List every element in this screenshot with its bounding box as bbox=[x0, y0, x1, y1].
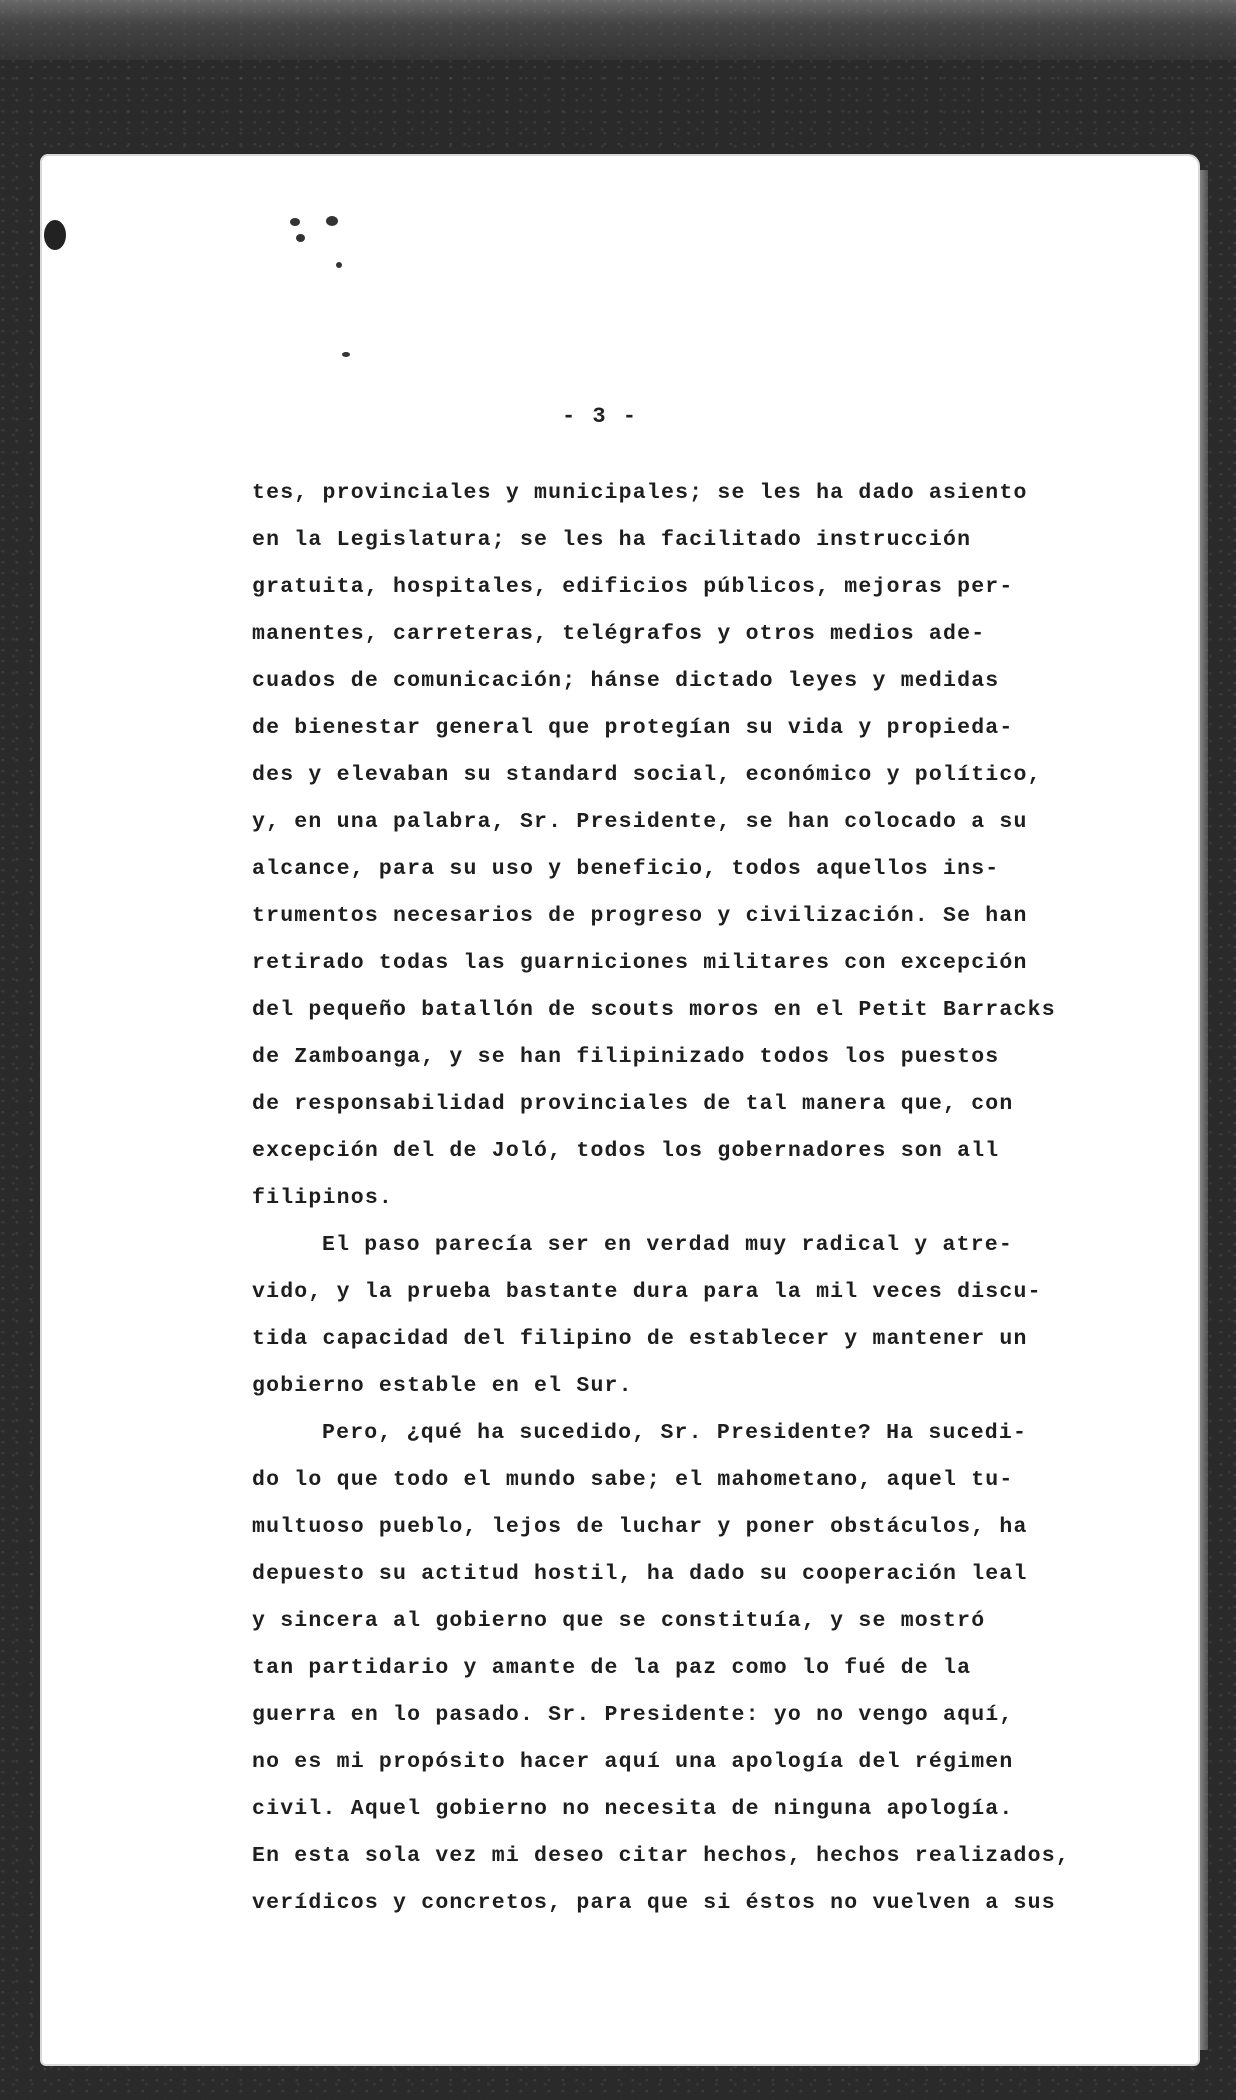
ink-speck bbox=[342, 352, 350, 357]
text-line: y, en una palabra, Sr. Presidente, se han colocado a su bbox=[252, 810, 1028, 834]
ink-speck bbox=[326, 216, 338, 226]
ink-speck bbox=[290, 218, 300, 226]
text-line: Pero, ¿qué ha sucedido, Sr. Presidente? Ha sucedi- bbox=[322, 1421, 1028, 1445]
text-line: do lo que todo el mundo sabe; el mahometano, aquel tu- bbox=[252, 1468, 1014, 1492]
text-line: cuados de comunicación; hánse dictado leyes y medidas bbox=[252, 669, 1000, 693]
text-line: excepción del de Joló, todos los gobernadores son all bbox=[252, 1139, 1000, 1163]
ink-speck bbox=[336, 262, 342, 268]
text-line: guerra en lo pasado. Sr. Presidente: yo no vengo aquí, bbox=[252, 1703, 1014, 1727]
punch-hole bbox=[44, 220, 66, 250]
text-line: retirado todas las guarniciones militares con excepción bbox=[252, 951, 1028, 975]
text-line: en la Legislatura; se les ha facilitado instrucción bbox=[252, 528, 972, 552]
text-line: de bienestar general que protegían su vida y propieda- bbox=[252, 716, 1014, 740]
text-line: vido, y la prueba bastante dura para la mil veces discu- bbox=[252, 1280, 1042, 1304]
scan-top-edge bbox=[0, 0, 1236, 60]
text-line: des y elevaban su standard social, económico y político, bbox=[252, 763, 1042, 787]
text-line: filipinos. bbox=[252, 1186, 394, 1210]
text-line: tida capacidad del filipino de establecer y mantener un bbox=[252, 1327, 1028, 1351]
text-line: trumentos necesarios de progreso y civilización. Se han bbox=[252, 904, 1028, 928]
text-line: tes, provinciales y municipales; se les ha dado asiento bbox=[252, 481, 1028, 505]
text-line: El paso parecía ser en verdad muy radical y atre- bbox=[322, 1233, 1014, 1257]
page-number: - 3 - bbox=[561, 404, 638, 429]
text-line: alcance, para su uso y beneficio, todos aquellos ins- bbox=[252, 857, 1000, 881]
text-line: civil. Aquel gobierno no necesita de ninguna apología. bbox=[252, 1797, 1014, 1821]
text-line: depuesto su actitud hostil, ha dado su cooperación leal bbox=[252, 1562, 1028, 1586]
text-line: verídicos y concretos, para que si éstos no vuelven a sus bbox=[252, 1891, 1056, 1915]
text-line: multuoso pueblo, lejos de luchar y poner obstáculos, ha bbox=[252, 1515, 1028, 1539]
text-line: no es mi propósito hacer aquí una apología del régimen bbox=[252, 1750, 1014, 1774]
document-body bbox=[252, 470, 1082, 1927]
text-line: tan partidario y amante de la paz como lo fué de la bbox=[252, 1656, 972, 1680]
ink-speck bbox=[296, 234, 305, 242]
text-line: de responsabilidad provinciales de tal manera que, con bbox=[252, 1092, 1014, 1116]
text-line: del pequeño batallón de scouts moros en el Petit Barracks bbox=[252, 998, 1056, 1022]
text-line: de Zamboanga, y se han filipinizado todos los puestos bbox=[252, 1045, 1000, 1069]
text-line: y sincera al gobierno que se constituía, y se mostró bbox=[252, 1609, 986, 1633]
text-line: manentes, carreteras, telégrafos y otros medios ade- bbox=[252, 622, 986, 646]
text-line: gratuita, hospitales, edificios públicos, mejoras per- bbox=[252, 575, 1014, 599]
text-line: gobierno estable en el Sur. bbox=[252, 1374, 633, 1398]
text-line: En esta sola vez mi deseo citar hechos, hechos realizados, bbox=[252, 1844, 1070, 1868]
